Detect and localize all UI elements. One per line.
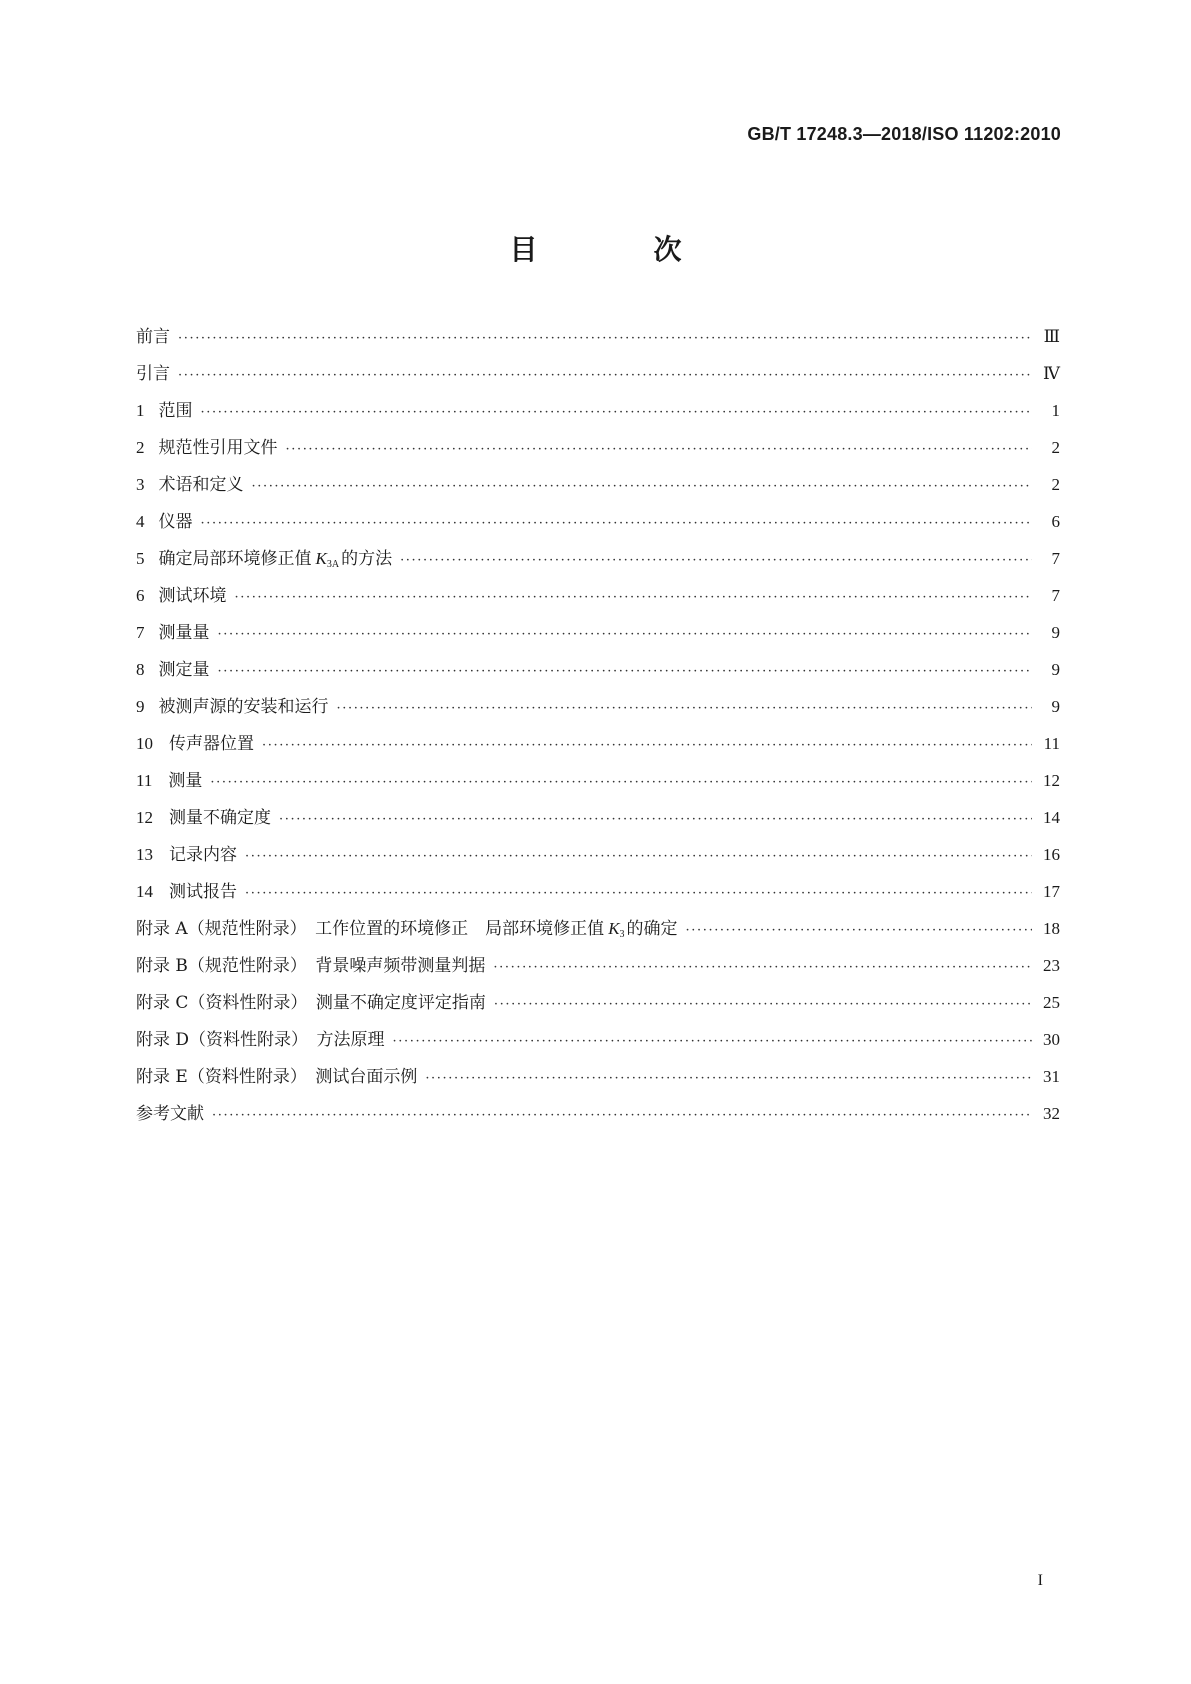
toc-page-number: 18 xyxy=(1043,919,1060,938)
toc-entry-label: 被测声源的安装和运行 xyxy=(158,697,329,717)
toc-entry-number: 8 xyxy=(136,660,145,679)
toc-entry-annex-d[interactable] xyxy=(136,1029,1060,1066)
toc-leader-dots xyxy=(279,809,1032,831)
toc-leader-dots xyxy=(393,1031,1032,1053)
toc-page-number: 7 xyxy=(1051,586,1060,605)
toc-entry-10[interactable] xyxy=(136,733,1060,770)
toc-leader-dots xyxy=(400,550,1032,572)
toc-entry-label: 测量 xyxy=(168,771,203,791)
toc-entry-label-wrapper xyxy=(136,622,218,644)
toc-page-number: 12 xyxy=(1043,771,1060,790)
toc-entry-number: 2 xyxy=(136,438,145,457)
toc-entry-label-wrapper xyxy=(136,696,337,718)
toc-page-number: 1 xyxy=(1051,401,1060,420)
toc-entry-label: 术语和定义 xyxy=(158,475,244,495)
toc-page-number: 32 xyxy=(1043,1104,1060,1123)
toc-page-number: 11 xyxy=(1043,734,1060,753)
toc-entry-4[interactable] xyxy=(136,511,1060,548)
symbol-subscript: 3A xyxy=(326,559,340,570)
toc-entry-label: 引言 xyxy=(136,364,170,384)
toc-entry-label-before: 附录 A（规范性附录） 工作位置的环境修正 局部环境修正值 xyxy=(136,919,605,939)
toc-entry-2[interactable] xyxy=(136,437,1060,474)
table-of-contents xyxy=(136,326,1060,1140)
toc-page-number: 9 xyxy=(1051,697,1060,716)
toc-entry-label: 测定量 xyxy=(158,660,210,680)
toc-entry-1[interactable] xyxy=(136,400,1060,437)
toc-leader-dots xyxy=(262,735,1032,757)
toc-entry-number: 3 xyxy=(136,475,145,494)
toc-entry-label-before: 确定局部环境修正值 xyxy=(158,549,312,569)
toc-page-number: 25 xyxy=(1043,993,1060,1012)
toc-leader-dots xyxy=(337,698,1033,720)
toc-entry-introduction[interactable] xyxy=(136,363,1060,400)
toc-entry-label: 测量量 xyxy=(158,623,210,643)
toc-entry-number: 9 xyxy=(136,697,145,716)
toc-entry-label-wrapper xyxy=(136,474,252,496)
toc-entry-foreword[interactable] xyxy=(136,326,1060,363)
toc-page-number: 6 xyxy=(1051,512,1060,531)
toc-entry-label-wrapper xyxy=(136,844,245,866)
toc-entry-label: 传声器位置 xyxy=(169,734,254,754)
standard-code-header: GB/T 17248.3—2018/ISO 11202:2010 xyxy=(747,124,1061,144)
toc-page-number: Ⅳ xyxy=(1043,364,1060,383)
toc-entry-6[interactable] xyxy=(136,585,1060,622)
toc-entry-bibliography[interactable] xyxy=(136,1103,1060,1140)
toc-entry-label: 测试环境 xyxy=(158,586,227,606)
toc-entry-label-after: 的方法 xyxy=(341,549,393,569)
toc-entry-annex-a[interactable] xyxy=(136,918,1060,955)
toc-entry-label-wrapper xyxy=(136,659,218,681)
toc-page-number: 16 xyxy=(1043,845,1060,864)
toc-entry-number: 7 xyxy=(136,623,145,642)
toc-page-number: 9 xyxy=(1051,660,1060,679)
toc-entry-number: 13 xyxy=(136,845,153,864)
toc-leader-dots xyxy=(210,772,1032,794)
toc-leader-dots xyxy=(178,365,1032,387)
toc-entry-label: 附录 C（资料性附录） 测量不确定度评定指南 xyxy=(136,993,486,1013)
toc-leader-dots xyxy=(494,994,1032,1016)
toc-entry-label-wrapper xyxy=(136,585,235,607)
toc-entry-label-wrapper xyxy=(136,770,210,792)
toc-page-number: 23 xyxy=(1043,956,1060,975)
toc-leader-dots xyxy=(252,476,1033,498)
toc-entry-label: 测量不确定度 xyxy=(169,808,271,828)
toc-entry-label: 规范性引用文件 xyxy=(158,438,278,458)
toc-entry-label-wrapper xyxy=(136,807,279,829)
toc-page-number: 9 xyxy=(1051,623,1060,642)
toc-entry-14[interactable] xyxy=(136,881,1060,918)
toc-leader-dots xyxy=(201,513,1033,535)
toc-leader-dots xyxy=(178,328,1032,350)
toc-entry-label-wrapper xyxy=(136,548,400,576)
toc-entry-number: 10 xyxy=(136,734,153,753)
toc-entry-7[interactable] xyxy=(136,622,1060,659)
toc-leader-dots xyxy=(201,402,1033,424)
toc-page-number: 2 xyxy=(1051,438,1060,457)
toc-entry-label: 仪器 xyxy=(158,512,193,532)
toc-entry-annex-b[interactable] xyxy=(136,955,1060,992)
toc-entry-12[interactable] xyxy=(136,807,1060,844)
toc-entry-label-wrapper xyxy=(136,511,201,533)
toc-entry-label: 范围 xyxy=(158,401,193,421)
toc-entry-label: 参考文献 xyxy=(136,1104,204,1124)
toc-entry-label: 附录 B（规范性附录） 背景噪声频带测量判据 xyxy=(136,956,486,976)
toc-entry-number: 5 xyxy=(136,549,145,568)
toc-page-number: 14 xyxy=(1043,808,1060,827)
toc-page-number: Ⅲ xyxy=(1043,327,1060,346)
toc-entry-label-after: 的确定 xyxy=(626,919,678,939)
symbol-subscript: 3 xyxy=(619,929,625,940)
toc-entry-5[interactable] xyxy=(136,548,1060,585)
toc-entry-label: 前言 xyxy=(136,327,170,347)
toc-leader-dots xyxy=(245,883,1032,905)
toc-leader-dots xyxy=(245,846,1032,868)
toc-entry-label: 测试报告 xyxy=(169,882,237,902)
toc-entry-annex-c[interactable] xyxy=(136,992,1060,1029)
toc-entry-8[interactable] xyxy=(136,659,1060,696)
toc-leader-dots xyxy=(493,957,1032,979)
toc-entry-label-wrapper xyxy=(136,918,686,946)
toc-leader-dots xyxy=(686,920,1032,942)
toc-entry-label: 附录 E（资料性附录） 测试台面示例 xyxy=(136,1067,418,1087)
toc-entry-3[interactable] xyxy=(136,474,1060,511)
toc-title: 目 次 xyxy=(509,233,726,266)
toc-page-number: 7 xyxy=(1051,549,1060,568)
toc-entry-11[interactable] xyxy=(136,770,1060,807)
toc-entry-number: 11 xyxy=(136,771,153,790)
toc-entry-label: 记录内容 xyxy=(169,845,237,865)
toc-leader-dots xyxy=(218,661,1033,683)
toc-leader-dots xyxy=(286,439,1033,461)
toc-entry-label-wrapper xyxy=(136,400,201,422)
toc-entry-number: 1 xyxy=(136,401,145,420)
toc-entry-label-wrapper xyxy=(136,437,286,459)
toc-entry-number: 12 xyxy=(136,808,153,827)
toc-page-number: 17 xyxy=(1043,882,1060,901)
toc-leader-dots xyxy=(218,624,1033,646)
toc-page-number: 30 xyxy=(1043,1030,1060,1049)
toc-entry-number: 14 xyxy=(136,882,153,901)
toc-leader-dots xyxy=(212,1105,1032,1127)
toc-entry-13[interactable] xyxy=(136,844,1060,881)
symbol-k: K xyxy=(608,919,620,938)
symbol-k: K xyxy=(315,549,327,568)
toc-entry-number: 4 xyxy=(136,512,145,531)
toc-entry-annex-e[interactable] xyxy=(136,1066,1060,1103)
toc-page-number: 2 xyxy=(1051,475,1060,494)
toc-entry-label-wrapper xyxy=(136,881,245,903)
toc-page-number: 31 xyxy=(1043,1067,1060,1086)
toc-entry-9[interactable] xyxy=(136,696,1060,733)
toc-entry-number: 6 xyxy=(136,586,145,605)
toc-leader-dots xyxy=(235,587,1033,609)
toc-leader-dots xyxy=(425,1068,1032,1090)
toc-entry-label: 附录 D（资料性附录） 方法原理 xyxy=(136,1030,385,1050)
page-number-footer: I xyxy=(1037,1572,1043,1589)
toc-entry-label-wrapper xyxy=(136,733,262,755)
